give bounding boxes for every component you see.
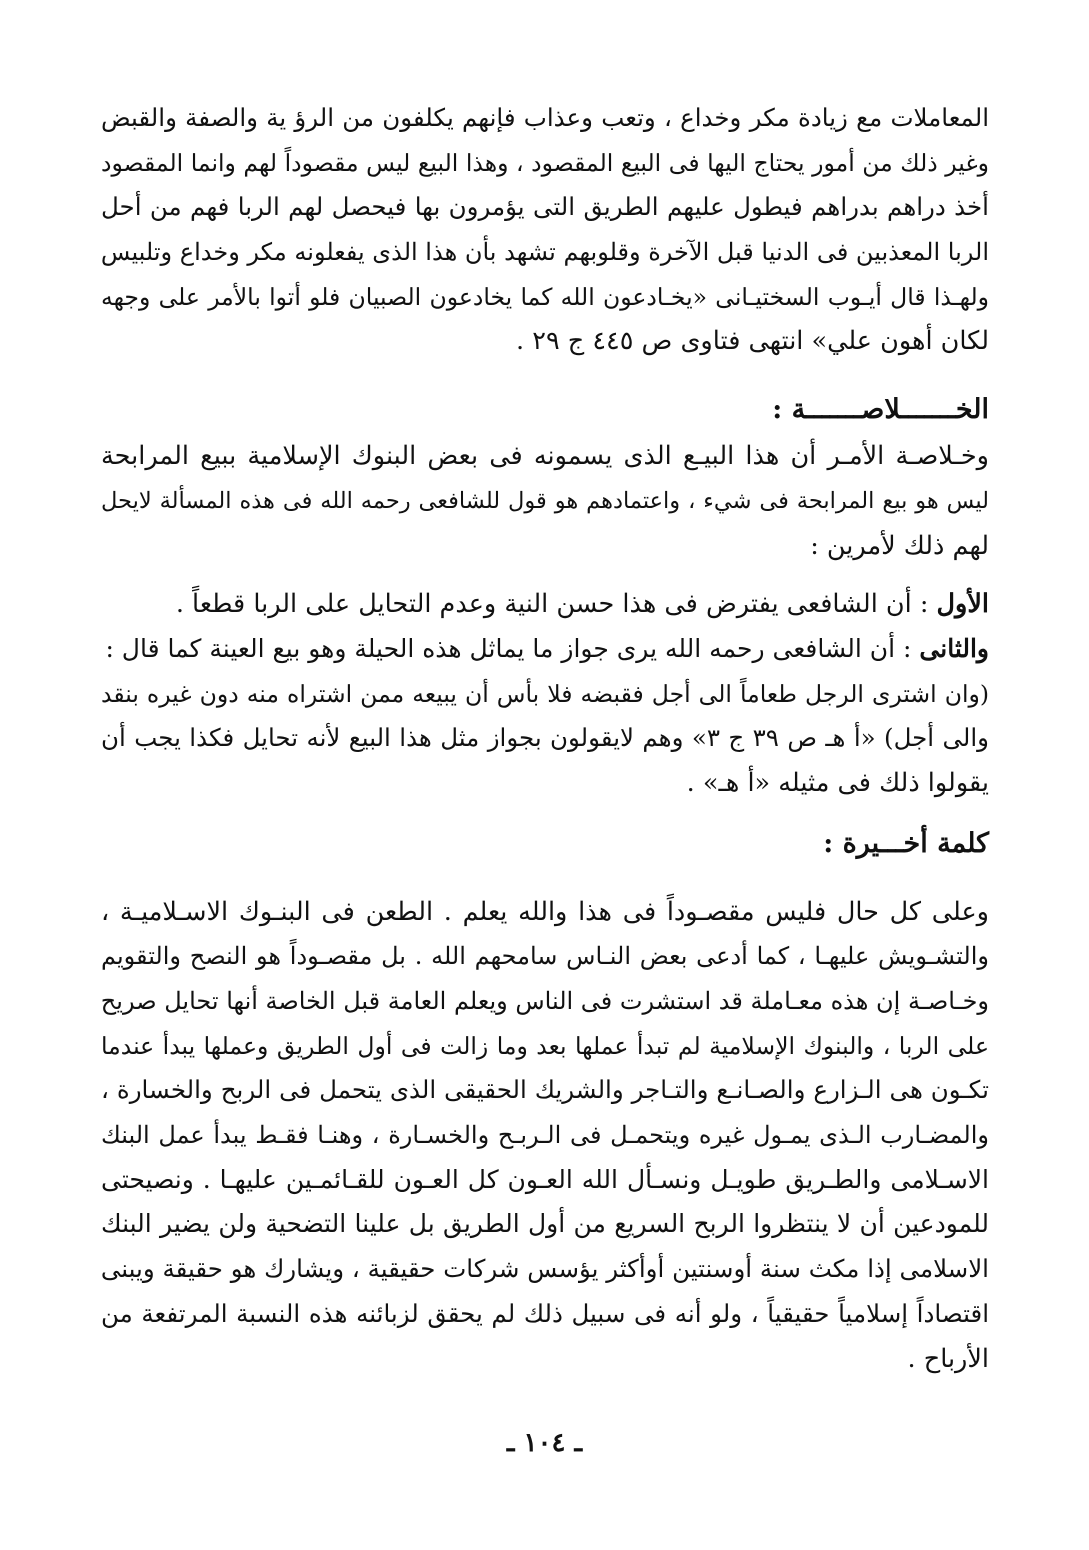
list-item-text: : أن الشافعى يفترض فى هذا حسن النية وعدم التحايل على الربا قطعاً . [175, 589, 937, 620]
list-item-first [101, 582, 989, 627]
paragraph-final-word [101, 890, 989, 1382]
paragraph-fatawa-quote [101, 96, 989, 364]
text-line: المعاملات مع زيادة مكر وخداع ، وتعب وعذاب فإنهم يكلفون من الرؤ ية والصفة والقبض [101, 103, 989, 132]
text-line: لكان أهون علي» انتهى فتاوى ص ٤٤٥ ج ٢٩ . [516, 326, 989, 357]
text-line: ولهـذا قال أيـوب السختيـانى «يخـادعون الله كما يخادعون الصبيان فلو أتوا بالأمر على وجهه [101, 282, 989, 311]
list-item-text: : أن الشافعى رحمه الله يرى جواز ما يماثل هذه الحيلة وهو بيع العينة كما قال : [105, 633, 920, 663]
text-line: وغير ذلك من أمور يحتاج اليها فى البيع المقصود ، وهذا البيع ليس مقصوداً لهم وانما المقصود [101, 148, 989, 177]
page-number: ـ ١٠٤ ـ [506, 1428, 583, 1458]
text-line: والتشـويش عليهـا ، كما أدعى بعض النـاس سامحهم الله . بل مقصـوداً هو النصح والتقويم [101, 942, 989, 971]
text-line: اقتصاداً إسلامياً حقيقياً ، ولو أنه فى سبيل ذلك لم يحقق لزبائنه هذه النسبة المرتفعة من [101, 1298, 989, 1328]
text-line: على الربا ، والبنوك الإسلامية لم تبدأ عملها بعد وما زالت فى أول الطريق وعملها يبدأ عندما [101, 1031, 989, 1060]
list-item-second [101, 627, 989, 672]
text-line: والى أجل) «أ هـ ص ٣٩ ج ٣» وهم لايقولون بجواز مثل هذا البيع لأنه تحايل فكذا يجب أن [101, 723, 989, 753]
section-heading-final-word: كلمة أخـــيرة : [823, 827, 989, 859]
text-line: الاسلامى إذا مكث سنة أوسنتين أوأكثر يؤسس شركات حقيقية ، ويشارك هو حقيقة ويبنى [101, 1254, 989, 1284]
text-line: تكـون هى الـزارع والصـانـع والتـاجر والشريك الحقيقى الذى يتحمل فى الربح والخسارة ، [101, 1075, 989, 1105]
page-body [101, 96, 989, 1381]
text-line: والمضـارب الـذى يمـول غيره ويتحمـل فى الـربـح والخسـارة ، وهنـا فقـط يبدأ عمل البنك [101, 1121, 989, 1150]
text-line: وخـاصـة إن هذه معـاملة قد استشرت فى الناس ويعلم العامة قبل الخاصة أنها تحايل صريح [101, 987, 989, 1015]
list-item-label: والثانى [919, 633, 989, 663]
text-line: وعلى كل حال فليس مقصـوداً فى هذا والله يعلم . الطعن فى البنـوك الاسـلاميـة ، [101, 896, 989, 927]
text-line: لهم ذلك لأمرين : [810, 530, 989, 561]
list-reasons [101, 582, 989, 671]
text-line: أخذ دراهم بدراهم فيطول عليهم الطريق التى يؤمرون بها فيحصل لهم الربا فهم من أحل [101, 192, 989, 222]
text-line: ليس هو بيع المرابحة فى شيء ، واعتمادهم هو قول للشافعى رحمه الله فى هذه المسألة لايحل [101, 487, 989, 514]
text-line: الربا المعذبين فى الدنيا قبل الآخرة وقلوبهم تشهد بأن هذا الذى يفعلونه مكر وخداع وتلبيس [101, 238, 989, 267]
text-line: الاسـلامى والطـريق طويـل ونسـأل الله العـون كل العـون للقـائمـين عليهـا . ونصيحتى [101, 1164, 989, 1194]
section-heading-summary: الخـــــــلاصـــــــة : [772, 394, 989, 426]
text-line: الأرباح . [907, 1343, 989, 1374]
paragraph-summary [101, 434, 989, 568]
text-line: للمودعين أن لا ينتظروا الربح السريع من أول الطريق بل علينا التضحية ولن يضير البنك [101, 1209, 989, 1239]
text-line: يقولوا ذلك فى مثيله «أ هـ» . [686, 767, 989, 798]
paragraph-shafii-quote [101, 672, 989, 806]
list-item-label: الأول [936, 589, 989, 620]
text-line: وخـلاصـة الأمـر أن هذا البيـع الذى يسمونه فى بعض البنوك الإسلامية ببيع المرابحة [101, 441, 989, 472]
text-line: (وان اشترى الرجل طعاماً الى أجل فقبضه فلا بأس أن يبيعه ممن اشتراه منه دون غيره بنقد [101, 679, 989, 708]
